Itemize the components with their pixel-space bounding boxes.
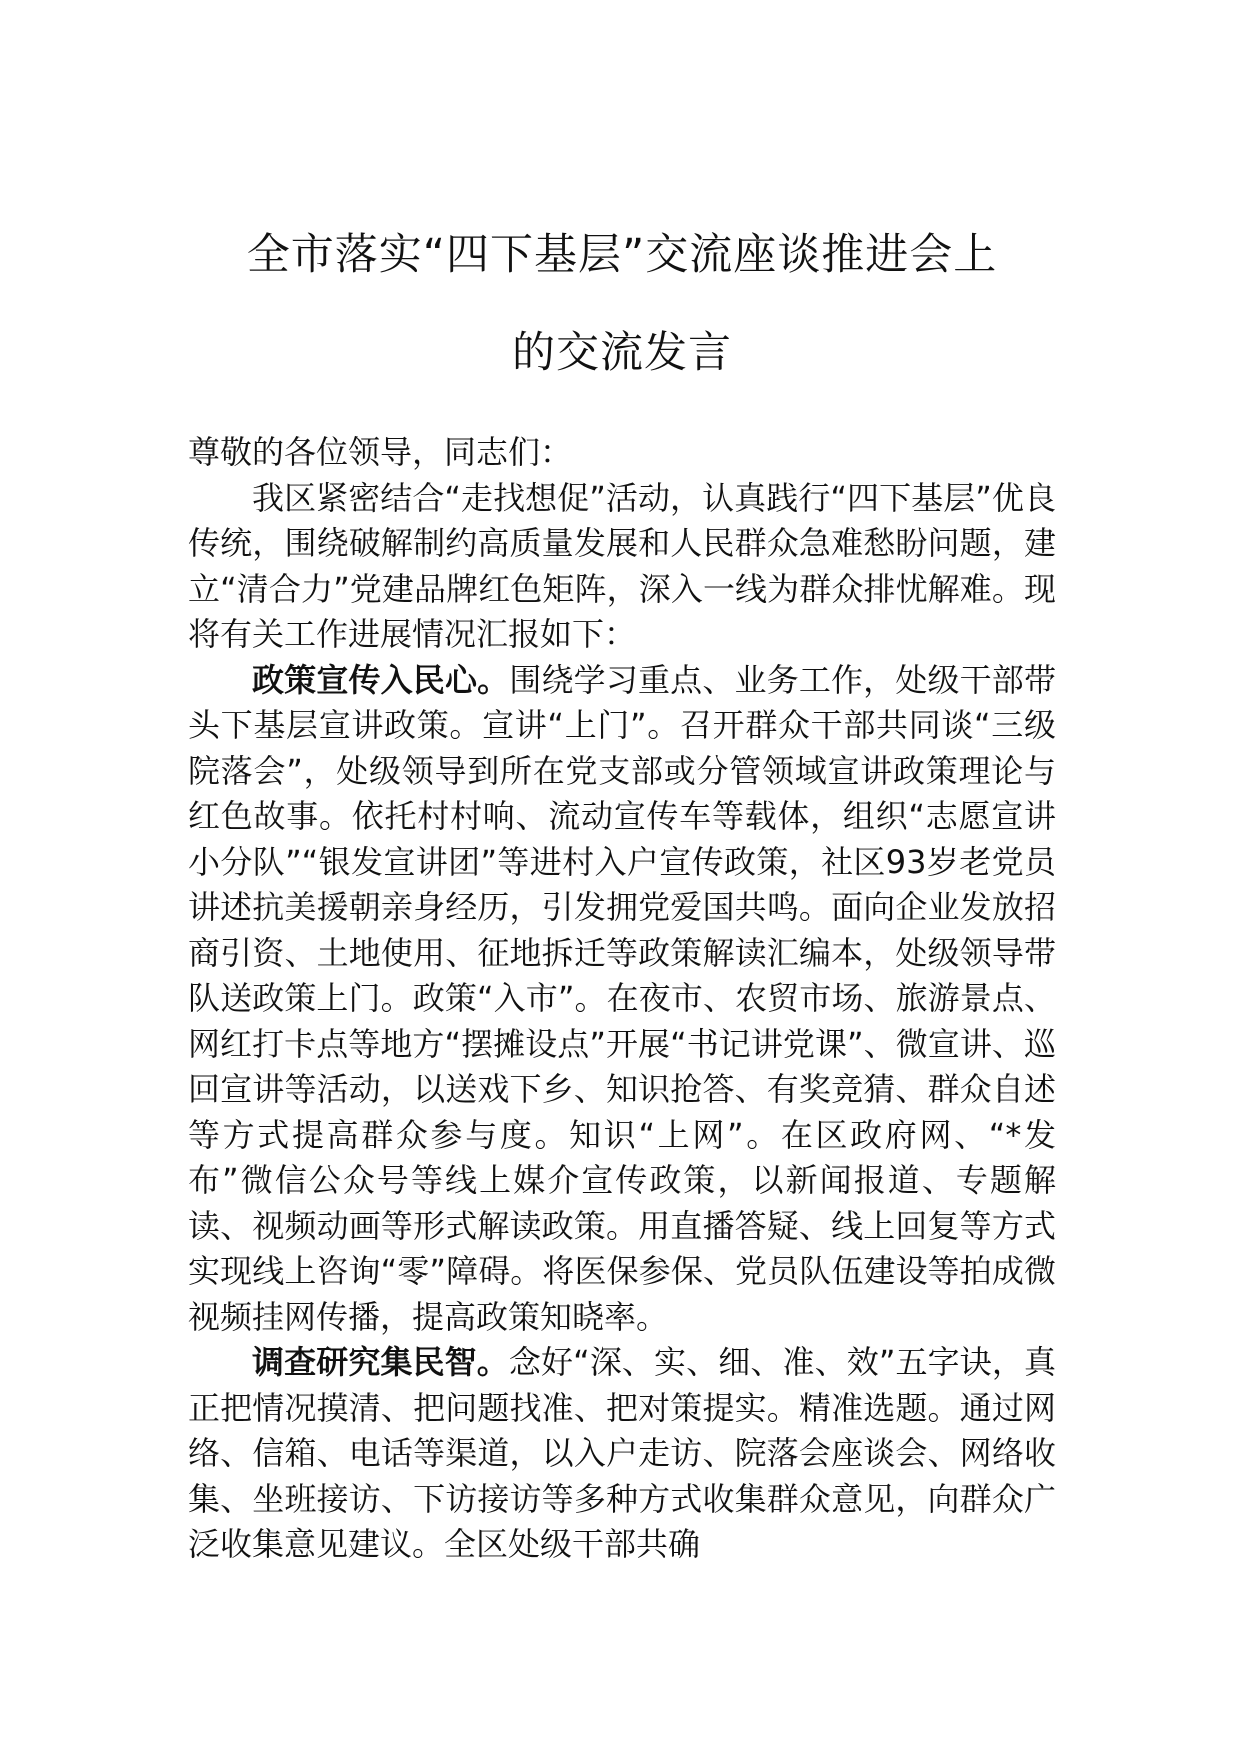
section-policy-publicity [188, 658, 1056, 1341]
title-line-2: 的交流发言 [512, 328, 732, 378]
document-title [188, 206, 1056, 402]
section-text: 念好“深、实、细、准、效”五字诀，真正把情况摸清、把问题找准、把对策提实。精准选题。通过网络、信箱、电话等渠道，以入户走访、院落会座谈会、网络收集、坐班接访、下访接访等多种方式收集群众意见，向群众广泛收集意见建议。全区处级干部共确 [188, 1343, 1056, 1563]
document-body [188, 430, 1056, 1568]
title-line-1: 全市落实“四下基层”交流座谈推进会上 [246, 230, 998, 280]
section-heading: 政策宣传入民心。 [252, 660, 510, 699]
section-research [188, 1340, 1056, 1568]
salutation: 尊敬的各位领导，同志们： [188, 433, 573, 471]
intro-paragraph: 我区紧密结合“走找想促”活动，认真践行“四下基层”优良传统，围绕破解制约高质量发展和人民群众急难愁盼问题，建立“清合力”党建品牌红色矩阵，深入一线为群众排忧解难。现将有关工作进展情况汇报如下： [188, 478, 1056, 653]
section-text: 围绕学习重点、业务工作，处级干部带头下基层宣讲政策。宣讲“上门”。召开群众干部共同谈“三级院落会”，处级领导到所在党支部或分管领域宣讲政策理论与红色故事。依托村村响、流动宣传车等载体，组织“志愿宣讲小分队”“银发宣讲团”等进村入户宣传政策，社区93岁老党员讲述抗美援朝亲身经历，引发拥党爱国共鸣。面向企业发放招商引资、土地使用、征地拆迁等政策解读汇编本，处级领导带队送政策上门。政策“入市”。在夜市、农贸市场、旅游景点、网红打卡点等地方“摆摊设点”开展“书记讲党课”、微宣讲、巡回宣讲等活动，以送戏下乡、知识抢答、有奖竞猜、群众自述等方式提高群众参与度。知识“上网”。在区政府网、“*发布”微信公众号等线上媒介宣传政策，以新闻报道、专题解读、视频动画等形式解读政策。用直播答疑、线上回复等方式实现线上咨询“零”障碍。将医保参保、党员队伍建设等拍成微视频挂网传播，提高政策知晓率。 [188, 660, 1056, 1336]
section-heading: 调查研究集民智。 [252, 1343, 509, 1381]
document-page [188, 0, 1056, 1754]
